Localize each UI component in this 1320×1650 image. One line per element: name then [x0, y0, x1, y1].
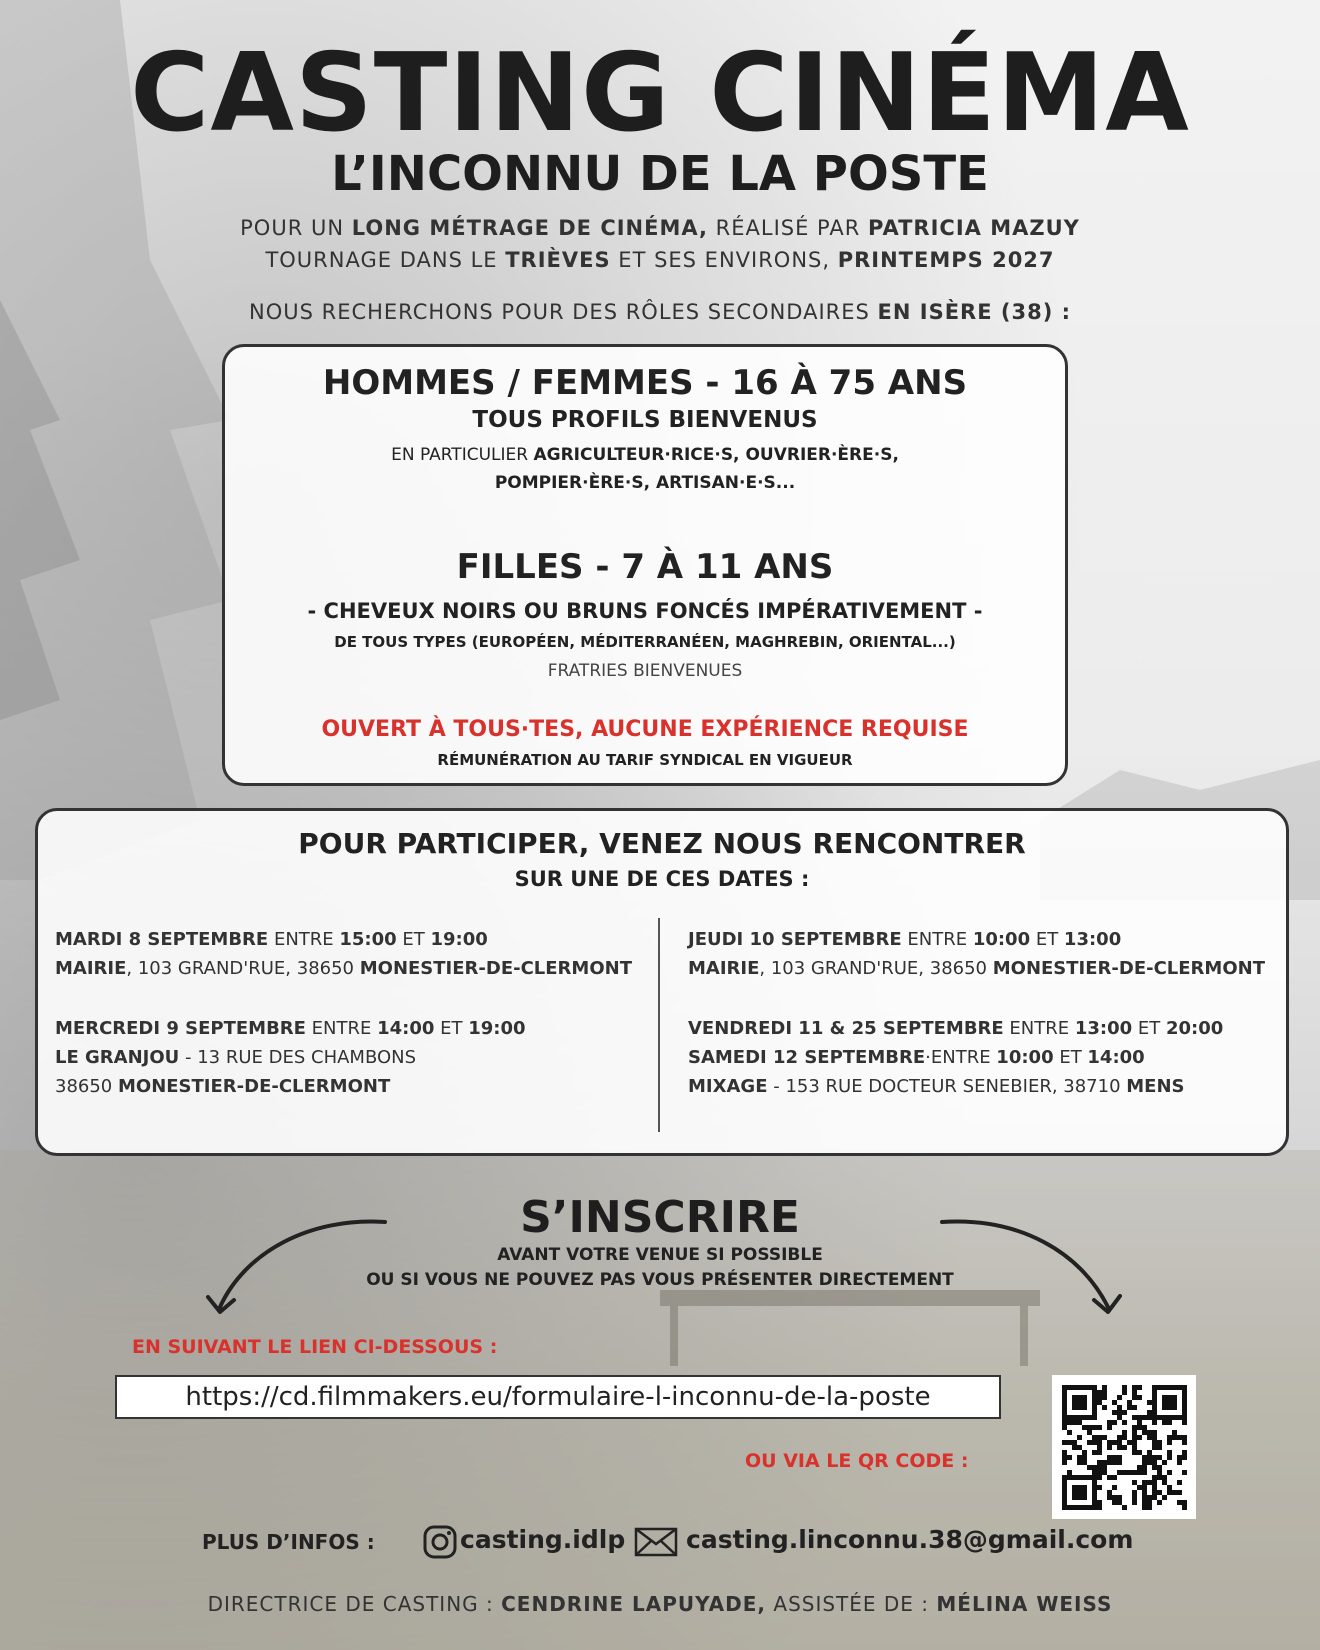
qr-module [1122, 1390, 1127, 1395]
men-women-subtitle: TOUS PROFILS BIENVENUS [472, 407, 818, 433]
qr-module [1157, 1500, 1162, 1505]
mail-icon [634, 1527, 678, 1557]
intro-line-2: TOURNAGE DANS LE TRIÈVES ET SES ENVIRONS, PRINTEMPS 2027 [265, 248, 1055, 272]
open-call: OUVERT À TOUS·TES, AUCUNE EXPÉRIENCE REQUISE [321, 717, 969, 742]
qr-module [1097, 1485, 1102, 1490]
contact-label: PLUS D’INFOS : [202, 1530, 375, 1554]
qr-module [1067, 1430, 1072, 1435]
date-entry-1: MARDI 8 SEPTEMBRE ENTRE 15:00 ET 19:00 MAIRIE, 103 GRAND'RUE, 38650 MONESTIER-DE-CLERMONT [55, 929, 632, 979]
page-subtitle: L’INCONNU DE LA POSTE [331, 146, 989, 202]
qr-module [1117, 1460, 1122, 1465]
qr-module [1177, 1480, 1182, 1485]
qr-module [1117, 1395, 1122, 1400]
qr-module [1097, 1425, 1102, 1430]
qr-module [1092, 1415, 1097, 1420]
qr-module [1102, 1395, 1107, 1400]
dates-divider [658, 918, 660, 1132]
curved-arrow-left-icon [200, 1212, 400, 1322]
instagram-icon [422, 1524, 458, 1560]
participate-title: POUR PARTICIPER, VENEZ NOUS RENCONTRER [298, 827, 1026, 860]
credits-line: DIRECTRICE DE CASTING : CENDRINE LAPUYADE, ASSISTÉE DE : MÉLINA WEISS [207, 1592, 1113, 1616]
girls-title: FILLES - 7 À 11 ANS [456, 547, 834, 587]
qr-module [1097, 1505, 1102, 1510]
qr-module [1137, 1385, 1142, 1390]
qr-module [1137, 1435, 1142, 1440]
signup-url-link[interactable]: https://cd.filmmakers.eu/formulaire-l-inconnu-de-la-poste [115, 1375, 1001, 1419]
pay-note: RÉMUNÉRATION AU TARIF SYNDICAL EN VIGUEUR [437, 751, 853, 769]
qr-module [1062, 1460, 1067, 1465]
qr-module [1167, 1420, 1172, 1425]
qr-module [1082, 1405, 1087, 1410]
dates-box [35, 808, 1289, 1156]
qr-module [1142, 1470, 1147, 1475]
date-entry-4: VENDREDI 11 & 25 SEPTEMBRE ENTRE 13:00 ET 20:00 SAMEDI 12 SEPTEMBRE·ENTRE 10:00 ET 14:00 MIXAGE - 153 RUE DOCTEUR SENEBIER, 38710 MENS [688, 1018, 1224, 1097]
instagram-handle[interactable]: casting.idlp [460, 1525, 626, 1554]
qr-module [1112, 1485, 1117, 1490]
qr-module [1162, 1495, 1167, 1500]
participate-subtitle: SUR UNE DE CES DATES : [514, 867, 810, 891]
qr-label: OU VIA LE QR CODE : [745, 1450, 969, 1472]
qr-module [1077, 1435, 1082, 1440]
qr-module [1122, 1445, 1127, 1450]
girls-subtitle: - CHEVEUX NOIRS OU BRUNS FONCÉS IMPÉRATIVEMENT - [307, 599, 983, 623]
qr-module [1112, 1420, 1117, 1425]
qr-module [1177, 1490, 1182, 1495]
signup-title: S’INSCRIRE [520, 1192, 800, 1243]
curved-arrow-right-icon [930, 1212, 1130, 1322]
qr-module [1067, 1455, 1072, 1460]
qr-module [1122, 1410, 1127, 1415]
qr-module [1182, 1455, 1187, 1460]
qr-module [1182, 1505, 1187, 1510]
qr-module [1097, 1450, 1102, 1455]
qr-module [1122, 1505, 1127, 1510]
qr-code[interactable] [1052, 1375, 1196, 1519]
link-label: EN SUIVANT LE LIEN CI-DESSOUS : [132, 1336, 498, 1358]
qr-module [1107, 1425, 1112, 1430]
email-address[interactable]: casting.linconnu.38@gmail.com [686, 1525, 1134, 1554]
qr-module [1182, 1440, 1187, 1445]
qr-module [1182, 1420, 1187, 1425]
signup-line-1: AVANT VOTRE VENUE SI POSSIBLE [497, 1245, 823, 1265]
men-women-detail: EN PARTICULIER AGRICULTEUR·RICE·S, OUVRIER·ÈRE·S, POMPIER·ÈRE·S, ARTISAN·E·S... [391, 445, 899, 493]
qr-module [1157, 1445, 1162, 1450]
date-entry-3: JEUDI 10 SEPTEMBRE ENTRE 10:00 ET 13:00 MAIRIE, 103 GRAND'RUE, 38650 MONESTIER-DE-CLERMONT [688, 929, 1265, 979]
qr-module [1147, 1505, 1152, 1510]
roles-box [222, 344, 1068, 786]
qr-module [1172, 1405, 1177, 1410]
qr-module [1082, 1495, 1087, 1500]
qr-module [1182, 1470, 1187, 1475]
qr-module [1152, 1420, 1157, 1425]
qr-module [1167, 1470, 1172, 1475]
qr-module [1137, 1395, 1142, 1400]
qr-module [1122, 1420, 1127, 1425]
qr-module [1132, 1500, 1137, 1505]
qr-module [1107, 1445, 1112, 1450]
qr-module [1102, 1405, 1107, 1410]
qr-module [1162, 1460, 1167, 1465]
qr-module [1167, 1440, 1172, 1445]
page-title: CASTING CINÉMA [130, 31, 1190, 156]
qr-module [1167, 1455, 1172, 1460]
qr-module [1132, 1405, 1137, 1410]
qr-module [1097, 1475, 1102, 1480]
qr-module [1112, 1475, 1117, 1480]
intro-line-3: NOUS RECHERCHONS POUR DES RÔLES SECONDAIRES EN ISÈRE (38) : [248, 300, 1072, 324]
intro-line-1: POUR UN LONG MÉTRAGE DE CINÉMA, RÉALISÉ PAR PATRICIA MAZUY [240, 216, 1080, 240]
qr-module [1177, 1460, 1182, 1465]
girls-detail: DE TOUS TYPES (EUROPÉEN, MÉDITERRANÉEN, MAGHREBIN, ORIENTAL...) [334, 633, 956, 651]
men-women-title: HOMMES / FEMMES - 16 À 75 ANS [322, 363, 968, 403]
date-entry-2: MERCREDI 9 SEPTEMBRE ENTRE 14:00 ET 19:00 LE GRANJOU - 13 RUE DES CHAMBONS 38650 MONESTIER-DE-CLERMONT [55, 1018, 526, 1097]
signup-line-2: OU SI VOUS NE POUVEZ PAS VOUS PRÉSENTER DIRECTEMENT [366, 1270, 954, 1290]
girls-note: FRATRIES BIENVENUES [547, 661, 743, 681]
